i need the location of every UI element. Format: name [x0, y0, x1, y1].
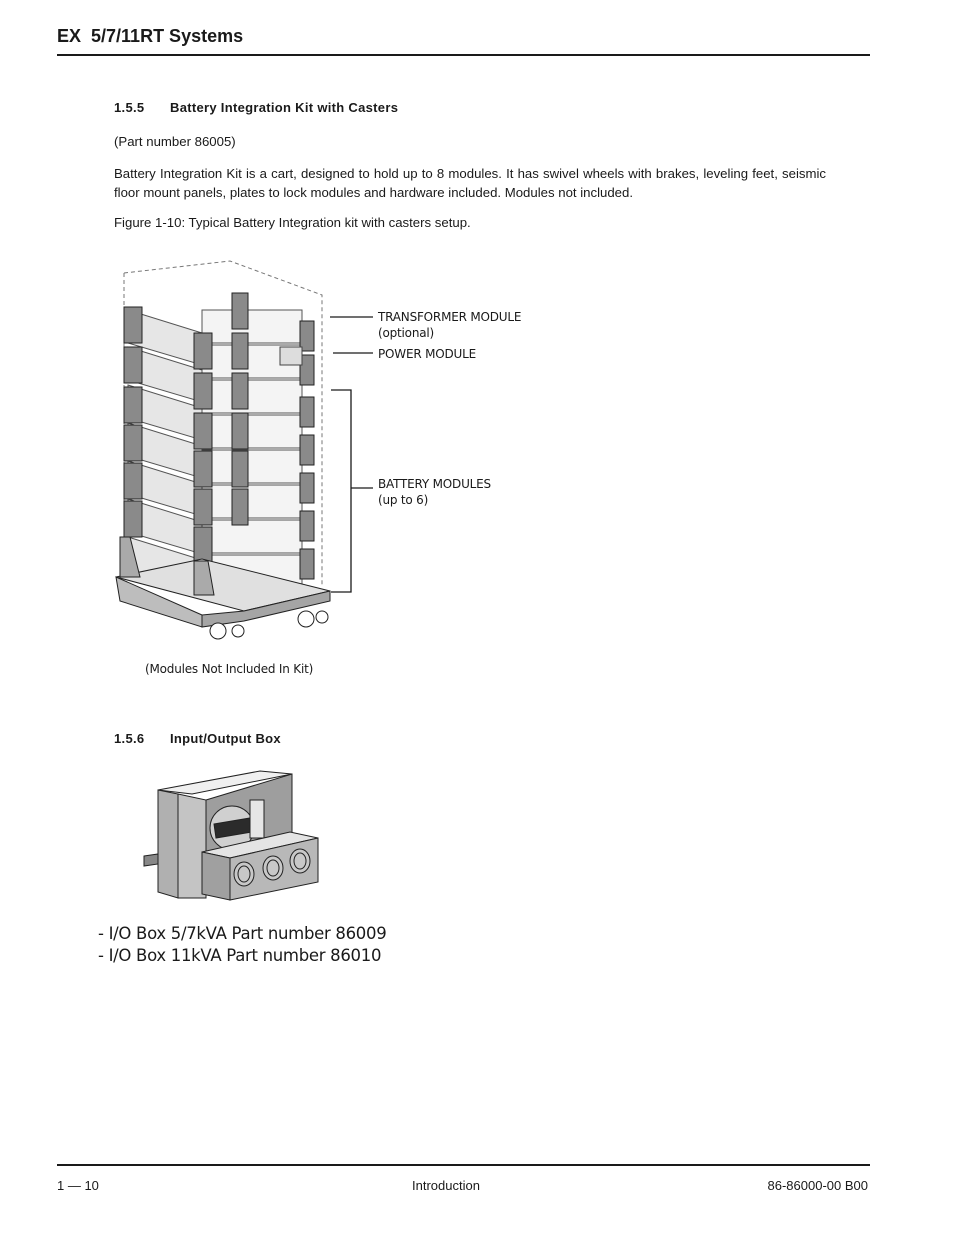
section-number: 1.5.5 [114, 100, 145, 115]
footer-chapter: Introduction [412, 1178, 480, 1193]
callout-battery-label: BATTERY MODULES [378, 477, 491, 491]
footer-page-number: 1 — 10 [57, 1178, 99, 1193]
callout-power-module: POWER MODULE [378, 347, 476, 361]
callout-transformer-module [378, 309, 521, 341]
footer-doc-number: 86-86000-00 B00 [767, 1178, 868, 1193]
callout-transformer-label: TRANSFORMER MODULE [378, 310, 522, 324]
figure-note: (Modules Not Included In Kit) [145, 662, 314, 676]
footer-rule [57, 1164, 870, 1166]
figure-caption: Figure 1-10: Typical Battery Integration kit with casters setup. [114, 215, 471, 230]
io-box-item-5-7kva: - I/O Box 5/7kVA Part number 86009 [98, 924, 387, 943]
header-rule [57, 54, 870, 56]
section-title: Battery Integration Kit with Casters [170, 100, 399, 115]
io-box-item-11kva: - I/O Box 11kVA Part number 86010 [98, 946, 382, 965]
section-heading-1-5-5 [114, 100, 398, 115]
callout-transformer-note: (optional) [378, 326, 434, 340]
section-heading-1-5-6 [114, 731, 281, 746]
io-box-part-list [98, 923, 386, 967]
section-title: Input/Output Box [170, 731, 281, 746]
io-box-illustration [140, 766, 325, 906]
part-number-text: (Part number 86005) [114, 134, 236, 149]
section-number: 1.5.6 [114, 731, 145, 746]
callout-battery-modules [378, 476, 491, 508]
page-header-title: EX 5/7/11RT Systems [57, 26, 244, 46]
kit-description: Battery Integration Kit is a cart, designed to hold up to 8 modules. It has swivel wheels with brakes, leveling feet, seismic floor mount panels, plates to lock modules and hardware included. Modules not included. [114, 166, 826, 200]
battery-integration-kit-illustration [110, 255, 340, 655]
callout-leaders [325, 305, 385, 595]
callout-battery-note: (up to 6) [378, 493, 429, 507]
